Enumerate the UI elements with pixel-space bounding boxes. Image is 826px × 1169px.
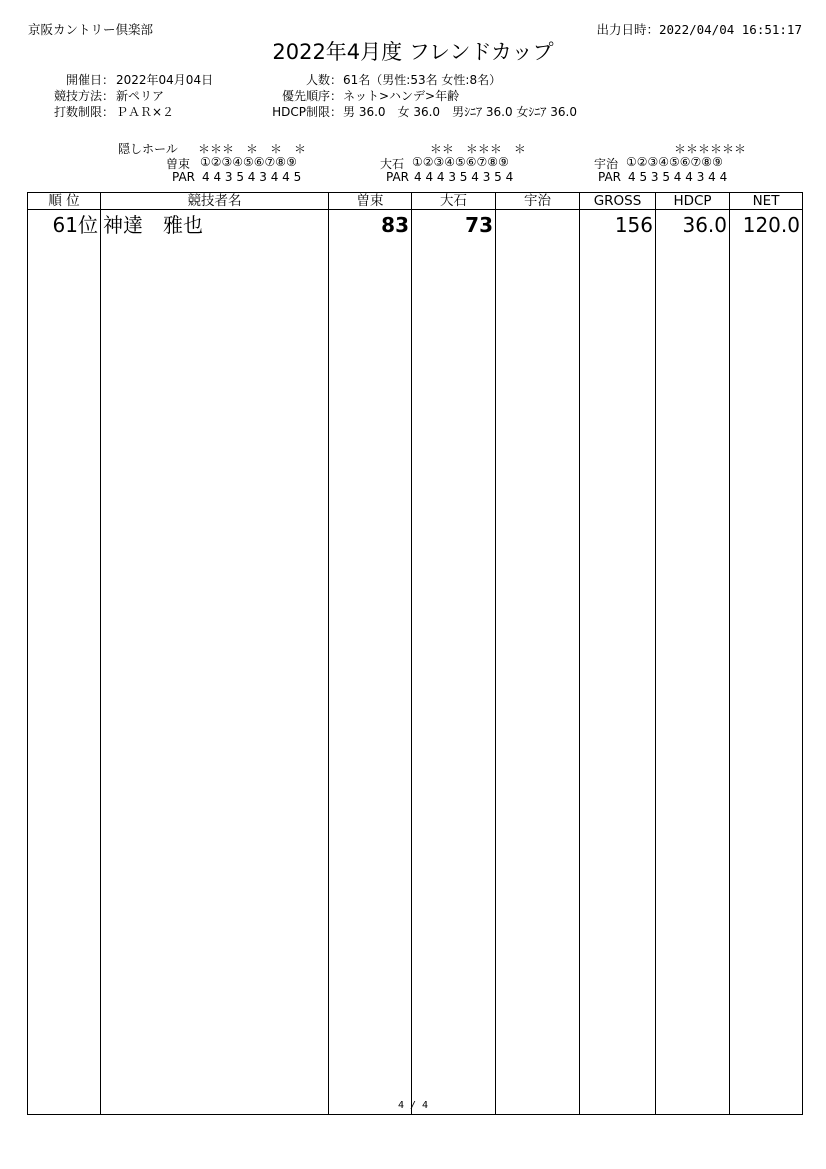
course-name-sotsuka: 曽束 xyxy=(166,157,191,171)
priority-value: ネット>ハンデ>年齢 xyxy=(343,89,460,103)
player-name-cell: 神達 雅也 xyxy=(101,210,329,241)
page-number: 4 / 4 xyxy=(397,1100,429,1111)
club-name: 京阪カントリー倶楽部 xyxy=(28,22,154,37)
par-values-sotsuka: 4 4 3 5 4 3 4 4 5 xyxy=(202,170,302,184)
hdcp-value: 男 36.0 女 36.0 男ｼﾆｱ 36.0 女ｼﾆｱ 36.0 xyxy=(343,105,577,119)
method-label: 競技方法： xyxy=(53,89,114,103)
table-row xyxy=(28,210,803,241)
header-gross: GROSS xyxy=(580,193,656,210)
course-name-oishi: 大石 xyxy=(380,157,405,171)
hidden-marks-oishi: ＊＊ ＊＊＊ ＊ xyxy=(414,142,526,156)
hidden-marks-sotsuka: ＊＊＊ ＊ ＊ ＊ xyxy=(198,142,307,156)
header-course-uji: 宇治 xyxy=(496,193,580,210)
header-course-oishi: 大石 xyxy=(412,193,496,210)
par-label-sotsuka: PAR xyxy=(172,170,196,184)
par-values-oishi: 4 4 4 3 5 4 3 5 4 xyxy=(414,170,514,184)
header-net: NET xyxy=(730,193,803,210)
output-timestamp: 出力日時：2022/04/04 16:51:17 xyxy=(596,22,802,37)
gross-cell: 156 xyxy=(580,210,656,241)
score-oishi-cell: 73 xyxy=(412,210,496,241)
par-label-oishi: PAR xyxy=(386,170,410,184)
table-header-row xyxy=(28,193,803,210)
course-name-uji: 宇治 xyxy=(594,157,619,171)
header-hdcp: HDCP xyxy=(656,193,730,210)
rank-cell: 61位 xyxy=(28,210,101,241)
header-course-sotsuka: 曽束 xyxy=(329,193,412,210)
table-empty-area xyxy=(28,240,803,1115)
priority-label: 優先順序： xyxy=(281,89,342,103)
score-sotsuka-cell: 83 xyxy=(329,210,412,241)
count-label: 人数： xyxy=(305,73,342,87)
header-player-name: 競技者名 xyxy=(101,193,329,210)
hdcp-label: HDCP制限： xyxy=(272,105,342,119)
par-values-uji: 4 5 3 5 4 4 3 4 4 xyxy=(628,170,728,184)
method-value: 新ペリア xyxy=(116,89,165,103)
count-value: 61名（男性:53名 女性:8名） xyxy=(343,73,502,87)
date-label: 開催日： xyxy=(65,73,114,87)
header-rank: 順 位 xyxy=(28,193,101,210)
score-uji-cell xyxy=(496,210,580,241)
hole-numbers-oishi: ①②③④⑤⑥⑦⑧⑨ xyxy=(412,155,509,169)
hidden-marks-uji: ＊＊＊＊＊＊ xyxy=(626,142,747,156)
net-cell: 120.0 xyxy=(730,210,803,241)
page-title: 2022年4月度 フレンドカップ xyxy=(272,40,554,64)
hole-numbers-sotsuka: ①②③④⑤⑥⑦⑧⑨ xyxy=(200,155,297,169)
limit-label: 打数制限： xyxy=(53,105,114,119)
limit-value: ＰＡＲ×２ xyxy=(116,105,175,119)
hdcp-cell: 36.0 xyxy=(656,210,730,241)
hole-numbers-uji: ①②③④⑤⑥⑦⑧⑨ xyxy=(626,155,723,169)
hidden-hole-label: 隠しホール xyxy=(118,142,178,156)
results-table xyxy=(27,192,803,1115)
date-value: 2022年04月04日 xyxy=(116,73,214,87)
par-label-uji: PAR xyxy=(598,170,622,184)
